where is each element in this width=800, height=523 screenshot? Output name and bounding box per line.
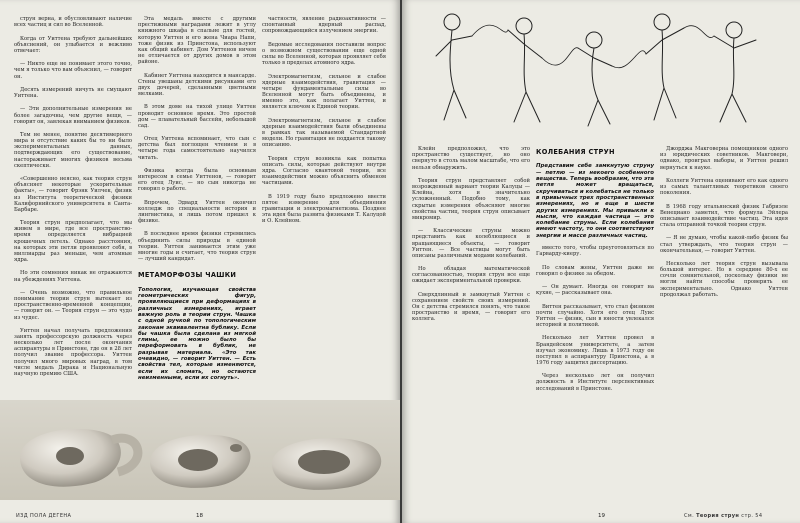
sidebar-text: Представим себе замкнутую струну — петлю — из некоего особенного вещества. Теперь вообразим, что эта петля может вращаться, скручиваться и колебаться не только в привычных трех пространственных измерениях, но и еще в шести других измерениях. Мы привыкли к мысли, что каждая частица — это колебание струны. Если колебания имеют частоту, то они соответствуют энергии и массе различных частиц. [536, 163, 654, 239]
paragraph: — Я не думаю, чтобы какой-либо физик бы стал утверждать, что теория струн — окончательная, — говорит Уиттен. [660, 235, 788, 254]
paragraph: — Он думает. Иногда он говорит на кухне, — рассказывает она. [536, 284, 654, 297]
paragraph: Несколько лет теория струн вызывала большой интерес. Но в середине 80-х ее сочли сомнительной, поскольку физики не могли найти способы проверить ее экспериментально. Однако Уиттен продолжал работать. [660, 260, 788, 298]
paragraph: Джорджа Макговерна помощником одного из юридических советников. Макговерн, однако, проиграл выборы, и Уиттен решил вернуться к науке. [660, 146, 788, 171]
paragraph: Десять измерений ничуть не смущают Уиттена. [14, 86, 132, 100]
paragraph: Впрочем, Эдвард Уиттен окончил колледж по специальности история и лингвистика, и лишь потом пришел к физике. [138, 199, 256, 225]
paragraph: Тем не менее, понятие десятимерного мира и отсутствие каких бы то ни было экспериментальных данных, подтверждающих его существование, настораживает многих физиков весьма скептически. [14, 131, 132, 169]
right-col3 [660, 140, 788, 500]
footer-prefix: См. [684, 513, 695, 519]
right-page-number: 19 [598, 513, 605, 519]
paragraph: Но обладая математической согласованностью, теория струн все еще ожидает экспериментальной проверки. [412, 266, 530, 285]
paragraph: В этом доме на тихой улице Уиттен проводит основное время. Это простой дом — плавательный бассейн, небольшой сад. [138, 104, 256, 129]
donut-cup-photo-icon [0, 400, 400, 500]
paragraph: Коллеги Уиттена оценивают его как одного из самых талантливых теоретиков своего поколения. [660, 177, 788, 197]
paragraph: «Совершенно неясно, как теория струн объясняет некоторые ускорительные факты», — говорит Фрэнк Уилчек, физик из Института теоретической физики Калифорнийского университета в Санта-Барбаре. [14, 176, 132, 213]
paragraph: Через несколько лет он получил должность в Институте перспективных исследований в Принстоне. [536, 373, 654, 392]
paragraph: В последнее время физики стремились объединить силы природы в единой теории. Уиттен занимается этим уже многие годы и считает, что теория струн — лучший кандидат. [138, 231, 256, 263]
paragraph: В 1919 году было предложено ввести пятое измерение для объединения гравитации и электромагнетизма. Позднее эта идея была развита физиками Т. Калуцой и О. Клейном. [262, 193, 386, 225]
paragraph: Ведомые исследования поставили вопрос о возможном существовании еще одной силы во Вселенной, которая проявляет себя только в пределах атомного ядра. [262, 41, 386, 67]
sidebar-text: Топология, изучающая свойства геометрических фигур, проявляющиеся при деформациях в различных измерениях, играет важную роль в теории струн. Чашка с одной ручкой по топологическим законам эквивалентна бублику. Если бы чашка была сделана из мягкой глины, ее можно было бы переформовать в бублик, не разрывая материала. «Это так очевидно, — говорит Уиттен. — Есть свойства тел, которые изменяются, если их сломать, но остаются неизменными, если их согнуть». [138, 286, 256, 381]
paragraph: — Классические струны можно представить как колеблющиеся и вращающиеся объекты, — говорит Уиттен. — Все частицы могут быть описаны различными модами колебаний. [412, 228, 530, 259]
paragraph: — Никто еще не понимает этого точно, чем я только что вам объяснил, — говорит он. [14, 61, 132, 80]
paragraph: Но эти сомнения никак не отражаются на убеждениях Уиттена. [14, 270, 132, 283]
right-col2 [536, 140, 654, 500]
right-footer [684, 513, 762, 519]
paragraph: Электромагнетизм, сильное и слабое ядерные взаимодействия были объединены в рамках так называемой Стандартной модели. Но гравитация не поддается такому описанию. [262, 117, 386, 149]
paragraph: Когда от Уиттена требуют дальнейших объяснений, он улыбается и вежливо отвечает: [14, 35, 132, 54]
paragraph: — Эти дополнительные измерения не более загадочны, чем другие вещи, — говорит он, завлекая вниманием физиков. [14, 106, 132, 125]
left-col1 [14, 10, 132, 396]
paragraph: Виттен рассказывает, что стал физиком почти случайно. Хотя его отец Луис Уиттен — физик, сын в юности увлекался историей и политикой. [536, 303, 654, 329]
paragraph: частности, явление радиоактивности — спонтанный ядерный распад, сопровождающийся излучением энергии. [262, 16, 386, 35]
right-page [402, 0, 800, 523]
donut-cup-photo [0, 400, 400, 500]
left-footer: ИЗД ПОЛА ДЕГЕНА [16, 513, 72, 519]
footer-suffix: стр. 54 [741, 513, 763, 519]
paragraph: Кабинет Уиттена находится в мансарде. Стены увешаны детскими рисунками его двух дочерей, сделанными цветными мелками. [138, 72, 256, 98]
sidebar-title: МЕТАМОРФОЗЫ ЧАШКИ [138, 271, 237, 280]
footer-link[interactable]: Теория струн [696, 513, 740, 519]
paragraph: Теория струн представляет собой возрожденный вариант теории Калуцы — Клейна, хотя и значительно усложненный. Подобно тому, как скрытые измерения объясняют многие свойства частиц, теория струн описывает микромир. [412, 177, 530, 221]
right-col1 [412, 140, 530, 500]
paragraph: Отец Уиттена вспоминает, что сын с детства был поглощен чтением и в четыре года самостоятельно научился читать. [138, 136, 256, 161]
paragraph: струн верна, и обусловливают наличие всех частиц и сил во Вселенной. [14, 16, 132, 29]
paragraph: Теория струн предполагает, что мы живем в мире, где все пространство-время определяется вибрацией крошечных петель. Однако расстояния, на которых эти петли проявляют себя, в миллиарды раз меньше, чем атомные ядра. [14, 220, 132, 264]
paragraph: Несколько лет Уиттен провел в Брандейском университете, а затем изучал экономику. Лишь в 1973 году он поступил в аспирантуру Принстона, а в 1976 году защитил диссертацию. [536, 335, 654, 366]
paragraph: Теория струн возникла как попытка описать силы, которые действуют внутри ядра. Согласно квантовой теории, все взаимодействия можно объяснить обменом частицами. [262, 155, 386, 187]
paragraph: В 1968 году итальянский физик Габриэле Венециано заметил, что формула Эйлера описывает взаимодействие частиц. Эта идея стала отправной точкой теории струн. [660, 203, 788, 229]
paragraph: Электромагнетизм, сильное и слабое ядерные взаимодействия, гравитация — четыре фундаментальные силы во Вселенной могут быть объединены, и именно это, как полагает Уиттен, и является ключом к Единой теории. [262, 73, 386, 111]
paragraph: Сверхдлинный и замкнутый Уиттен с сохранением свойств своих измерений. Он с детства стремился понять, что такое пространство и время, — говорит его коллега. [412, 291, 530, 323]
paragraph: По словам жены, Уиттен даже не говорил о физике за обедом. [536, 264, 654, 277]
paragraph: Клейн предположил, что это пространство существует, но оно свернуто в столь малом масштабе, что его нельзя обнаружить. [412, 146, 530, 171]
string-figure-illustration-icon [414, 0, 800, 138]
left-page-number: 18 [196, 513, 203, 519]
paragraph: Эта медаль вместе с другими престижными наградами лежит в углу книжного шкафа в спальне для гостей, которую Уиттен и его жена Чиара Напи, тоже физик из Принстона, используют как общий кабинет. Дом Уиттенов ничем не отличается от других домов в этом районе. [138, 16, 256, 66]
sidebar-title: КОЛЕБАНИЯ СТРУН [536, 148, 615, 157]
left-col3 [262, 10, 386, 396]
paragraph: вместо того, чтобы преуготовляться по Гарварду-киеру. [536, 245, 654, 258]
paragraph: Физика всегда была основным интересом в семье Уиттенов, — говорит его отец Луис, — но сын никогда не говорил о работе. [138, 167, 256, 193]
paragraph: — Очень возможно, что правильное понимание теории струн вытекает из пространственно-временной концепции, — говорит он. — Теория струн — это чудо из чудес. [14, 289, 132, 321]
paragraph: Уиттен начал получать предложения занять профессорскую должность через несколько лет после окончания аспирантуры в Принстоне, где он в 28 лет получил звание профессора. Уиттен получил много мировых наград, в том числе медаль Дирака и Национальную научную премию США. [14, 327, 132, 377]
left-col2 [138, 10, 256, 396]
